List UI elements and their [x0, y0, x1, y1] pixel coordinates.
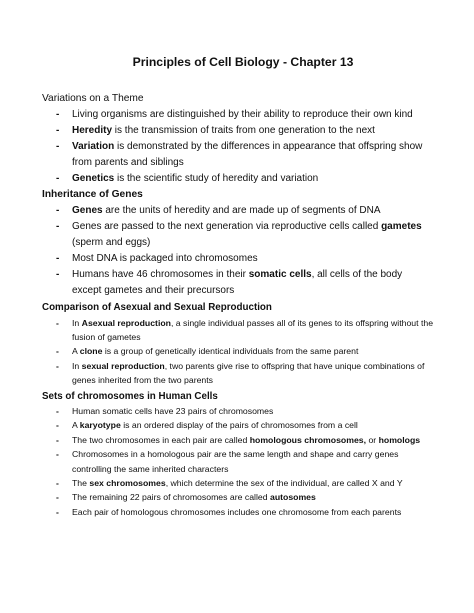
- item-text: , a single individual passes all of its genes to its offspring without the fusion of gametes: [72, 317, 434, 342]
- bold-term: homologous chromosomes,: [249, 434, 367, 445]
- bold-term: homologs: [378, 434, 421, 445]
- section-inheritance: [42, 187, 434, 299]
- list-item: [42, 505, 434, 519]
- bullet-dash: -: [56, 125, 60, 136]
- bullet-dash: -: [56, 109, 60, 120]
- item-text: , two parents give rise to offspring that have unique combinations of genes inherited from the two parents: [72, 360, 425, 386]
- bold-term: somatic cells: [248, 269, 312, 280]
- section-heading: Inheritance of Genes: [42, 189, 143, 200]
- list-item: [42, 344, 434, 358]
- bullet-dash: -: [56, 478, 59, 489]
- item-text: A: [72, 346, 80, 357]
- item-text: are the units of heredity and are made up of segments of DNA: [102, 205, 381, 216]
- bold-term: Genes: [72, 205, 103, 216]
- section-heading: Comparison of Asexual and Sexual Reproduction: [42, 302, 272, 313]
- section-list: [42, 107, 434, 187]
- bullet-dash: -: [56, 205, 60, 216]
- item-text: Most DNA is packaged into chromosomes: [72, 253, 258, 264]
- item-text: The: [72, 478, 90, 489]
- bullet-dash: -: [56, 434, 59, 445]
- list-item: [42, 418, 434, 432]
- item-text: is demonstrated by the differences in appearance that offspring show from parents and siblings: [72, 141, 423, 168]
- item-text: , all cells of the body except gametes and their precursors: [72, 269, 403, 296]
- bullet-dash: -: [56, 253, 60, 264]
- bullet-dash: -: [56, 173, 60, 184]
- item-text: Humans have 46 chromosomes in their: [72, 269, 249, 280]
- bold-term: sex chromosomes: [89, 478, 166, 489]
- list-item: [42, 251, 434, 267]
- bold-term: autosomes: [269, 492, 316, 503]
- item-text: In: [72, 317, 82, 328]
- list-item: [42, 219, 434, 251]
- list-item: [42, 267, 434, 299]
- bullet-dash: -: [56, 221, 60, 232]
- list-item: [42, 316, 434, 345]
- item-text: A: [72, 420, 80, 431]
- item-text: Chromosomes in a homologous pair are the same length and shape and carry genes controlling the same inherited characters: [72, 449, 399, 474]
- bullet-dash: -: [56, 141, 60, 152]
- item-text: , which determine the sex of the individual, are called X and Y: [165, 478, 403, 489]
- bullet-dash: -: [56, 317, 59, 328]
- item-text: or: [366, 434, 379, 445]
- bold-term: sexual reproduction: [81, 360, 165, 371]
- bold-term: karyotype: [79, 420, 121, 431]
- bold-term: Heredity: [72, 125, 113, 136]
- item-text: (sperm and eggs): [72, 237, 151, 248]
- section-list: [42, 316, 434, 388]
- bold-term: Genetics: [72, 173, 115, 184]
- list-item: [42, 123, 434, 139]
- bullet-dash: -: [56, 506, 59, 517]
- item-text: The two chromosomes in each pair are called: [72, 434, 250, 445]
- item-text: Each pair of homologous chromosomes includes one chromosome from each parents: [72, 506, 402, 517]
- section-list: [42, 404, 434, 519]
- page-title: Principles of Cell Biology - Chapter 13: [132, 55, 354, 69]
- section-heading: Variations on a Theme: [42, 93, 144, 104]
- bullet-dash: -: [56, 346, 59, 357]
- bold-term: clone: [79, 346, 103, 357]
- item-text: Living organisms are distinguished by their ability to reproduce their own kind: [72, 109, 413, 120]
- item-text: Genes are passed to the next generation via reproductive cells called: [72, 221, 382, 232]
- bold-term: gametes: [381, 221, 422, 232]
- bullet-dash: -: [56, 420, 59, 431]
- section-variations: [42, 91, 434, 187]
- list-item: [42, 171, 434, 187]
- bold-term: Variation: [72, 141, 115, 152]
- list-item: [42, 107, 434, 123]
- item-text: is the scientific study of heredity and variation: [114, 173, 319, 184]
- list-item: [42, 447, 434, 476]
- item-text: The remaining 22 pairs of chromosomes are called: [72, 492, 270, 503]
- section-list: [42, 203, 434, 299]
- section-reproduction: [42, 301, 434, 388]
- bullet-dash: -: [56, 449, 59, 460]
- bold-term: Asexual reproduction: [81, 317, 171, 328]
- bullet-dash: -: [56, 406, 59, 417]
- item-text: is the transmission of traits from one generation to the next: [112, 125, 375, 136]
- bullet-dash: -: [56, 360, 59, 371]
- bullet-dash: -: [56, 492, 59, 503]
- item-text: is an ordered display of the pairs of chromosomes from a cell: [120, 420, 358, 431]
- item-text: is a group of genetically identical individuals from the same parent: [102, 346, 359, 357]
- bullet-dash: -: [56, 269, 60, 280]
- list-item: [42, 476, 434, 490]
- list-item: [42, 404, 434, 418]
- section-heading: Sets of chromosomes in Human Cells: [42, 390, 218, 402]
- list-item: [42, 433, 434, 447]
- section-chromosomes: [42, 390, 434, 520]
- list-item: [42, 490, 434, 504]
- item-text: Human somatic cells have 23 pairs of chromosomes: [72, 406, 274, 417]
- list-item: [42, 359, 434, 388]
- list-item: [42, 139, 434, 171]
- item-text: In: [72, 360, 82, 371]
- list-item: [42, 203, 434, 219]
